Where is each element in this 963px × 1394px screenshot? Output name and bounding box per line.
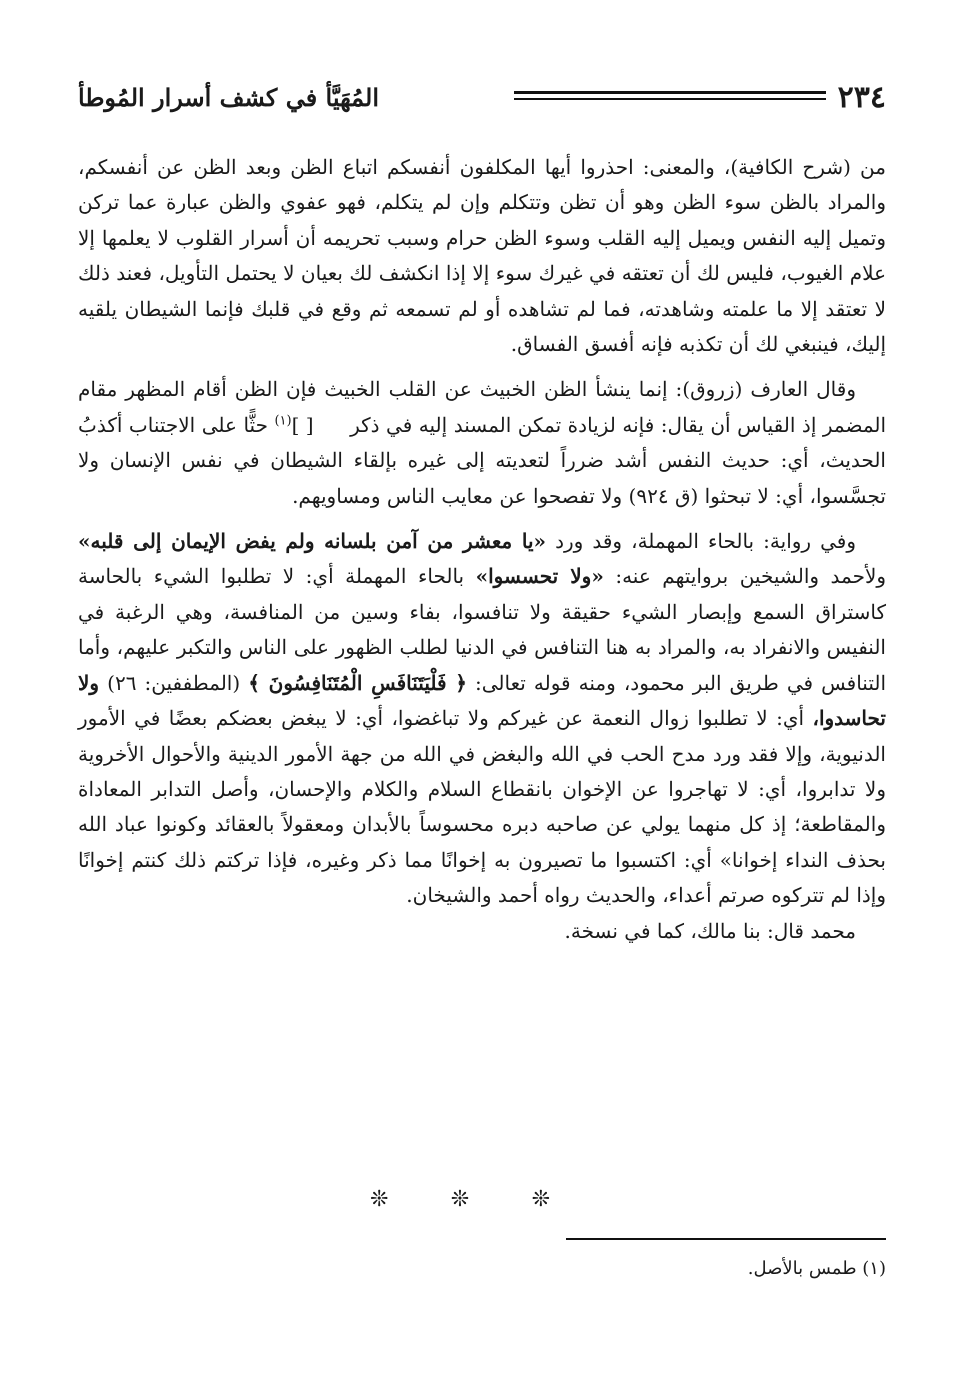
header-rule (514, 88, 826, 102)
separator-star-icon: ❊ (370, 1187, 389, 1212)
blank-bracket: [ ] (291, 412, 314, 437)
footnote-reference: (١) (274, 413, 292, 429)
paragraph-2 (78, 372, 886, 514)
hadith-quote-2: «ولا تحسسوا» (475, 564, 604, 589)
section-separator (370, 1186, 550, 1214)
separator-star-icon: ❊ (531, 1187, 550, 1212)
paragraph-4: محمد قال: بنا مالك، كما في نسخة. (564, 918, 856, 943)
hadith-quote-1: «يا معشر من آمن بلسانه ولم يفض الإيمان إلى قلبه» (78, 529, 547, 554)
paragraph-3-part-e: أي: لا تطلبوا زوال النعمة عن غيركم ولا تباغضوا، أي: لا يبغض بعضكم بعضًا في الأمور الدنيوية، وإلا فقد ورد مدح الحب في الله والبغض في الله من جهة الأمور الدينية والأحوال الأخروية ولا تدابروا، أي: لا تهاجروا عن الإخوان بانقطاع السلام والكلام والإحسان، وأصل التدابر المعاداة والمقاطعة؛ إذ كل منهما يولي عن صاحبه دبره محسوساً بالأبدان ومعقولاً بالعقائد وكونوا عباد الله بحذف النداء إخوانا» أي: اكتسبوا ما تصيرون به إخوانًا مما ذكر وغيره، فإذا تركتم ذلك كنتم إخوانًا وإذا لم تتركوه صرتم أعداء، والحديث رواه أحمد والشيخان. (78, 706, 886, 908)
footnote (600, 1254, 886, 1284)
hadith-quote-3: ولا تحاسدوا، (78, 670, 886, 731)
quran-verse: ﴿ فَلْيَتَنَافَسِ الْمُتَنَافِسُونَ ﴾ (248, 670, 467, 695)
page-header (78, 78, 886, 122)
paragraph-3-part-c: بالحاء المهملة أي: لا تطلبوا الشيء بالحاسة كاستراق السمع وإبصار الشيء حقيقة ولا تنافسوا، بفاء وسين من المنافسة، وهي الرغبة في النفيس والانفراد به، والمراد به هنا التنافس في الدنيا لطلب الظهور على الناس والتكبر عليهم، وأما التنافس في طريق البر محمود، ومنه قوله تعالى: (78, 564, 887, 695)
paragraph-3-part-a: وفي رواية: بالحاء المهملة، وقد ورد (555, 529, 857, 554)
header-rule-thick (514, 91, 826, 94)
paragraph-3 (78, 524, 886, 913)
paragraph-2-part-b: حثًّا على الاجتناب أكذبُ الحديث، أي: حديث النفس أشد ضرراً لتعديته إلى غيره بإلقاء الشيطان في نفس الإنسان ولا تجسَّسوا، أي: لا تبحثوا (ق ٩٢٤) ولا تفصحوا عن معايب الناس ومساويهم. (78, 412, 886, 508)
footnote-divider (566, 1238, 886, 1240)
page-number: ٢٣٤ (837, 80, 886, 115)
paragraph-1: من (شرح الكافية)، والمعنى: احذروا أيها المكلفون أنفسكم اتباع الظن وبعد الظن عن أنفسكم، والمراد بالظن سوء الظن وهو أن تظن وتتكلم وإن لم يتكلم، فهو عفوي والظن عبارة عما تركن وتميل إليه النفس ويميل إليه القلب وسوء الظن حرام وسبب تحريمه أن أسرار القلوب لا يعلمها إلا علام الغيوب، فليس لك أن تعتقه في غيرك سوء إلا إذا انكشف لك بعيان لا يحتمل التأويل، فعند ذلك لا تعتقد إلا ما علمته وشاهدته، فما لم تشاهده أو لم تسمعه ثم وقع في قلبك فإنما الشيطان يلقيه إليك، فينبغي لك أن تكذبه فإنه أفسق الفساق. (78, 155, 886, 357)
separator-star-icon: ❊ (450, 1187, 470, 1212)
book-title: المُهَيَّأ في كشف أسرار المُوطأ (78, 83, 379, 112)
verse-reference: (المطففين: ٢٦) (107, 670, 241, 695)
footnote-text: طمس بالأصل. (747, 1258, 857, 1279)
paragraph-3-part-b: ولأحمد والشيخين بروايتهم عنه: (615, 564, 887, 589)
main-text (78, 150, 886, 949)
footnote-marker: (١) (862, 1258, 886, 1279)
paragraph-2-part-a: وقال العارف (زروق): إنما ينشأ الظن الخبيث عن القلب الخبيث فإن الظن أقام المظهر مقام المضمر إذ القياس أن يقال: فإنه لزيادة تمكن المسند إليه في ذكر (78, 377, 887, 437)
header-rule-thin (514, 98, 826, 100)
